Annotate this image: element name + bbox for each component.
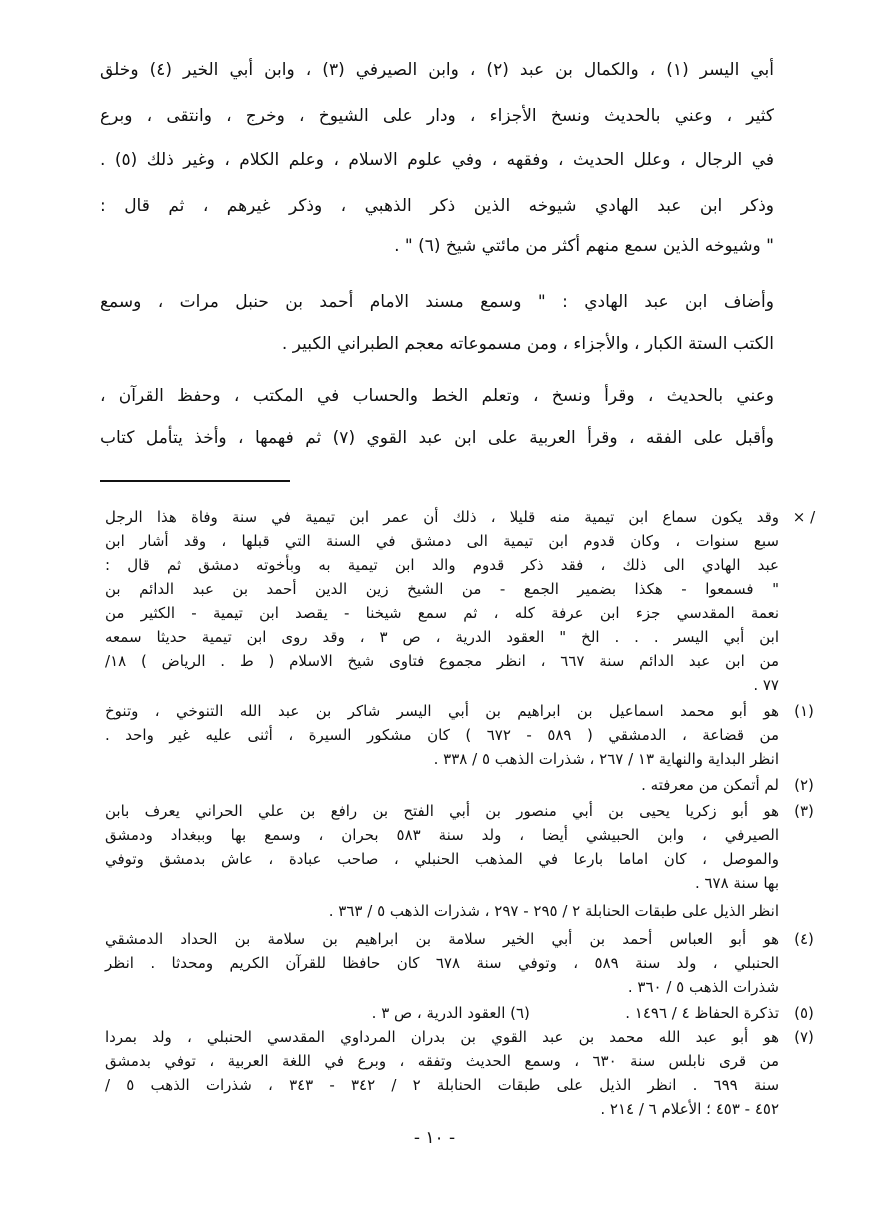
body-line: وأقبل على الفقه ، وقرأ العربية على ابن عبد القوي (٧) ثم فهمها ، وأخذ يتأمل كتاب [100, 428, 775, 448]
body-line: في الرجال ، وعلل الحديث ، وفقهه ، وفي علوم الاسلام ، وعلم الكلام ، وغير ذلك (٥) . [100, 150, 774, 170]
body-line: " وشيوخه الذين سمع منهم أكثر من مائتي شيخ (٦) " . [394, 236, 774, 256]
body-line: وذكر ابن عبد الهادي شيوخه الذين ذكر الذهبي ، وذكر غيرهم ، ثم قال : [100, 196, 774, 216]
body-line: كثير ، وعني بالحديث ونسخ الأجزاء ، ودار على الشيوخ ، وخرج ، وانتقى ، وبرع [100, 106, 774, 126]
footnote-line: سنة ٦٩٩ . انظر الذيل على طبقات الحنابلة ٢ / ٣٤٢ - ٣٤٣ ، شذرات الذهب ٥ / [105, 1076, 780, 1094]
footnote-line: نعمة المقدسي جزء ابن عرفة كله ، ثم سمع شيخنا - يقصد ابن تيمية - الكثير من [105, 604, 779, 622]
footnote-line: وقد يكون سماع ابن تيمية منه قليلا ، ذلك أن عمر ابن تيمية في سنة وفاة هذا الرجل [105, 508, 779, 526]
footnote-line: سبع سنوات ، وكان قدوم ابن تيمية الى دمشق في السنة التي قبلها ، وقد أشار ابن [105, 532, 779, 550]
footnote-line: هو أبو محمد اسماعيل بن ابراهيم بن أبي اليسر شاكر بن عبد الله التنوخي ، وتنوخ [105, 702, 779, 720]
footnote-line: انظر البداية والنهاية ١٣ / ٢٦٧ ، شذرات الذهب ٥ / ٣٣٨ . [433, 750, 779, 768]
footnote-number: (٢) [794, 776, 814, 794]
footnote-line: ابن أبي اليسر . . . الخ " العقود الدرية ، ص ٣ ، وقد روى ابن تيمية حديثا سمعه [105, 628, 779, 646]
footnote-number: (١) [794, 702, 814, 720]
footnote-line: هو أبو العباس أحمد بن أبي الخير سلامة بن ابراهيم بن سلامة بن الحداد الدمشقي [105, 930, 779, 948]
footnote-number: (٥) [794, 1004, 814, 1022]
body-line: الكتب الستة الكبار ، والأجزاء ، ومن مسموعاته معجم الطبراني الكبير . [281, 334, 774, 354]
page-number: - ١٠ - [413, 1128, 456, 1148]
footnote-line: الصيرفي ، وابن الحبيشي أيضا ، ولد سنة ٥٨٣ بحران ، وسمع بها وببغداد ودمشق [105, 826, 779, 844]
footnote-line: من ابن عبد الدائم سنة ٦٦٧ ، انظر مجموع فتاوى شيخ الاسلام ( ط . الرياض ) ١٨/ [105, 652, 779, 670]
footnote-line: ٤٥٢ - ٤٥٣ ؛ الأعلام ٦ / ٢١٤ . [600, 1100, 779, 1118]
footnote-line: عبد الهادي الى ذلك ، فقد ذكر قدوم والد ابن تيمية به وبأخوته دمشق ثم قال : [105, 556, 779, 574]
body-line: وأضاف ابن عبد الهادي : " وسمع مسند الامام أحمد بن حنبل مرات ، وسمع [100, 292, 774, 312]
footnote-line: من قضاعة ، الدمشقي ( ٥٨٩ - ٦٧٢ ) كان مشكور السيرة ، أثنى عليه غير واحد . [105, 726, 779, 744]
footnote-line: ٧٧ . [753, 676, 779, 694]
footnote-separator [100, 480, 290, 482]
body-line: أبي اليسر (١) ، والكمال بن عبد (٢) ، وابن الصيرفي (٣) ، وابن أبي الخير (٤) وخلق [100, 60, 774, 80]
footnote-line: من قرى نابلس سنة ٦٣٠ ، وسمع الحديث وتفقه ، وبرع في اللغة العربية ، توفي بدمشق [105, 1052, 779, 1070]
body-line: وعني بالحديث ، وقرأ ونسخ ، وتعلم الخط والحساب في المكتب ، وحفظ القرآن ، [100, 386, 774, 406]
footnote-number: / × [792, 508, 816, 526]
footnote-number: (٧) [794, 1028, 814, 1046]
footnote-line: هو أبو عبد الله محمد بن عبد القوي بن بدران المرداوي المقدسي الحنبلي ، ولد بمردا [105, 1028, 779, 1046]
footnote-line: الحنبلي ، ولد سنة ٥٨٩ ، وتوفي سنة ٦٧٨ كان حافظا للقرآن الكريم ومحدثا . انظر [105, 954, 779, 972]
footnote-line: انظر الذيل على طبقات الحنابلة ٢ / ٢٩٥ - ٢٩٧ ، شذرات الذهب ٥ / ٣٦٣ . [328, 902, 779, 920]
footnote-line: شذرات الذهب ٥ / ٣٦٠ . [627, 978, 779, 996]
footnote-line: " فسمعوا - هكذا بضمير الجمع - من الشيخ زين الدين أحمد بن عبد الدائم بن [105, 580, 779, 598]
footnote-number: (٣) [794, 802, 814, 820]
footnote-line: والموصل ، كان اماما بارعا في المذهب الحنبلي ، صاحب عبادة ، عاش بدمشق وتوفي [105, 850, 779, 868]
footnote-line: تذكرة الحفاظ ٤ / ١٤٩٦ . (٦) العقود الدرية ، ص ٣ . [371, 1004, 779, 1022]
footnote-line: بها سنة ٦٧٨ . [694, 874, 779, 892]
footnote-number: (٤) [794, 930, 814, 948]
footnote-line: لم أتمكن من معرفته . [641, 776, 779, 794]
footnote-line: هو أبو زكريا يحيى بن أبي منصور بن أبي الفتح بن رافع بن علي الحراني يعرف بابن [105, 802, 779, 820]
